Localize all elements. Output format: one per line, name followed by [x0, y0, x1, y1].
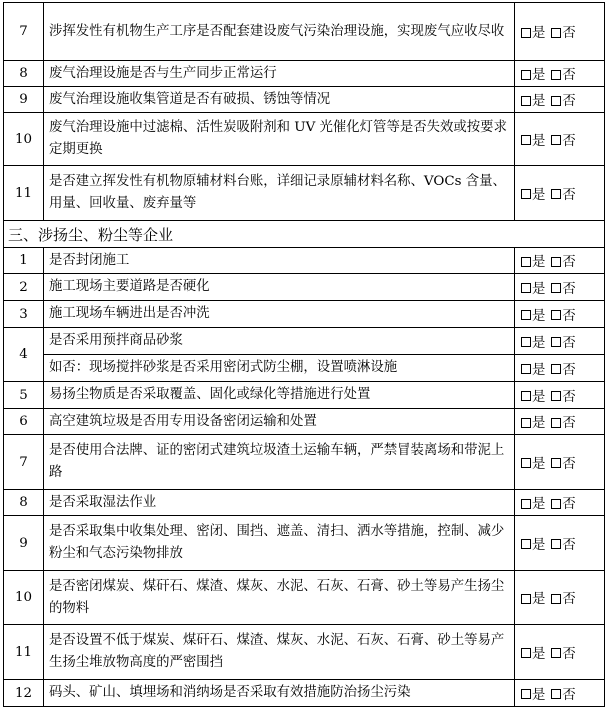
- table-row: [4, 166, 605, 221]
- no-checkbox[interactable]: [551, 391, 561, 401]
- table-row: [4, 516, 605, 571]
- table-row: [4, 355, 605, 382]
- table-row: [4, 87, 605, 113]
- yes-no-options: [515, 113, 605, 166]
- no-checkbox[interactable]: [551, 28, 561, 38]
- check-item-text: 易扬尘物质是否采取覆盖、固化或绿化等措施进行处置: [44, 382, 515, 409]
- check-item-text: 施工现场车辆进出是否冲洗: [44, 301, 515, 328]
- yes-no-options: [515, 274, 605, 301]
- yes-checkbox[interactable]: [521, 458, 531, 468]
- check-item-text: 码头、矿山、填埋场和消纳场是否采取有效措施防治扬尘污染: [44, 680, 515, 707]
- no-checkbox[interactable]: [551, 689, 561, 699]
- no-label: 否: [562, 335, 576, 351]
- check-item-text: 是否封闭施工: [44, 248, 515, 274]
- yes-checkbox[interactable]: [521, 28, 531, 38]
- check-item-text: 是否使用合法牌、证的密闭式建筑垃圾渣土运输车辆，严禁冒装离场和带泥上路: [44, 435, 515, 490]
- check-item-text: 高空建筑垃圾是否用专用设备密闭运输和处置: [44, 409, 515, 435]
- yes-checkbox[interactable]: [521, 189, 531, 199]
- table-row: [4, 382, 605, 409]
- no-label: 否: [562, 646, 576, 662]
- inspection-checklist-table: [3, 2, 605, 707]
- no-checkbox[interactable]: [551, 70, 561, 80]
- no-label: 否: [562, 133, 576, 149]
- check-item-text: 涉挥发性有机物生产工序是否配套建设废气污染治理设施，实现废气应收尽收: [44, 3, 515, 61]
- check-item-text: 是否建立挥发性有机物原辅材料台账，详细记录原辅材料名称、VOCs 含量、用量、回收量、废弃量等: [44, 166, 515, 221]
- yes-label: 是: [532, 362, 546, 378]
- yes-label: 是: [532, 497, 546, 512]
- no-label: 否: [562, 281, 576, 297]
- yes-label: 是: [532, 133, 546, 149]
- no-checkbox[interactable]: [551, 257, 561, 267]
- check-item-subtext: 如否：现场搅拌砂浆是否采用密闭式防尘棚，设置喷淋设施: [44, 355, 515, 382]
- no-checkbox[interactable]: [551, 364, 561, 374]
- no-label: 否: [562, 362, 576, 378]
- check-item-text: 是否设置不低于煤炭、煤矸石、煤渣、煤灰、水泥、石灰、石膏、砂土等易产生扬尘堆放物高度的严密围挡: [44, 625, 515, 680]
- section-heading: 三、涉扬尘、粉尘等企业: [4, 221, 605, 248]
- row-number: 9: [4, 87, 44, 113]
- row-number: 6: [4, 409, 44, 435]
- yes-no-options: [515, 87, 605, 113]
- yes-label: 是: [532, 416, 546, 431]
- table-row: [4, 571, 605, 625]
- no-label: 否: [562, 497, 576, 512]
- yes-no-options: [515, 435, 605, 490]
- no-label: 否: [562, 68, 576, 83]
- row-number: 12: [4, 680, 44, 707]
- no-label: 否: [562, 308, 576, 324]
- yes-label: 是: [532, 26, 546, 41]
- table-row: [4, 3, 605, 61]
- table-row: [4, 435, 605, 490]
- yes-checkbox[interactable]: [521, 337, 531, 347]
- no-checkbox[interactable]: [551, 283, 561, 293]
- no-checkbox[interactable]: [551, 310, 561, 320]
- table-row: [4, 113, 605, 166]
- row-number: 10: [4, 113, 44, 166]
- no-label: 否: [562, 416, 576, 431]
- row-number: 7: [4, 3, 44, 61]
- yes-label: 是: [532, 308, 546, 324]
- yes-no-options: [515, 680, 605, 707]
- check-item-text: 废气治理设施收集管道是否有破损、锈蚀等情况: [44, 87, 515, 113]
- no-label: 否: [562, 389, 576, 405]
- no-label: 否: [562, 456, 576, 472]
- yes-label: 是: [532, 537, 546, 553]
- table-row: [4, 301, 605, 328]
- yes-no-options: [515, 490, 605, 516]
- table-row: [4, 274, 605, 301]
- row-number: 9: [4, 516, 44, 571]
- yes-checkbox[interactable]: [521, 689, 531, 699]
- row-number: 1: [4, 248, 44, 274]
- yes-checkbox[interactable]: [521, 594, 531, 604]
- yes-no-options: [515, 328, 605, 355]
- yes-checkbox[interactable]: [521, 391, 531, 401]
- no-label: 否: [562, 26, 576, 41]
- yes-label: 是: [532, 255, 546, 270]
- check-item-text: 废气治理设施中过滤棉、活性炭吸附剂和 UV 光催化灯管等是否失效或按要求定期更换: [44, 113, 515, 166]
- yes-no-options: [515, 625, 605, 680]
- yes-label: 是: [532, 335, 546, 351]
- yes-no-options: [515, 355, 605, 382]
- row-number: 11: [4, 166, 44, 221]
- no-checkbox[interactable]: [551, 189, 561, 199]
- yes-label: 是: [532, 94, 546, 109]
- yes-label: 是: [532, 281, 546, 297]
- no-checkbox[interactable]: [551, 648, 561, 658]
- row-number: 2: [4, 274, 44, 301]
- check-item-text: 废气治理设施是否与生产同步正常运行: [44, 61, 515, 87]
- no-checkbox[interactable]: [551, 594, 561, 604]
- no-label: 否: [562, 592, 576, 607]
- check-item-text: 是否密闭煤炭、煤矸石、煤渣、煤灰、水泥、石灰、石膏、砂土等易产生扬尘的物料: [44, 571, 515, 625]
- yes-label: 是: [532, 646, 546, 662]
- table-row: [4, 61, 605, 87]
- table-row: [4, 328, 605, 355]
- yes-checkbox[interactable]: [521, 364, 531, 374]
- row-number: 4: [4, 328, 44, 382]
- yes-no-options: [515, 516, 605, 571]
- yes-label: 是: [532, 68, 546, 83]
- yes-no-options: [515, 248, 605, 274]
- yes-checkbox[interactable]: [521, 539, 531, 549]
- table-row: [4, 409, 605, 435]
- yes-label: 是: [532, 187, 546, 203]
- row-number: 8: [4, 490, 44, 516]
- no-label: 否: [562, 255, 576, 270]
- no-checkbox[interactable]: [551, 458, 561, 468]
- no-checkbox[interactable]: [551, 96, 561, 106]
- table-row: [4, 490, 605, 516]
- check-item-text: 施工现场主要道路是否硬化: [44, 274, 515, 301]
- yes-no-options: [515, 571, 605, 625]
- row-number: 3: [4, 301, 44, 328]
- no-checkbox[interactable]: [551, 418, 561, 428]
- yes-no-options: [515, 61, 605, 87]
- yes-label: 是: [532, 592, 546, 607]
- no-label: 否: [562, 687, 576, 703]
- no-label: 否: [562, 537, 576, 553]
- row-number: 7: [4, 435, 44, 490]
- table-row: [4, 248, 605, 274]
- yes-checkbox[interactable]: [521, 499, 531, 509]
- yes-checkbox[interactable]: [521, 283, 531, 293]
- yes-label: 是: [532, 687, 546, 703]
- yes-checkbox[interactable]: [521, 648, 531, 658]
- yes-no-options: [515, 301, 605, 328]
- yes-checkbox[interactable]: [521, 70, 531, 80]
- yes-checkbox[interactable]: [521, 418, 531, 428]
- yes-checkbox[interactable]: [521, 257, 531, 267]
- no-label: 否: [562, 94, 576, 109]
- yes-checkbox[interactable]: [521, 96, 531, 106]
- yes-label: 是: [532, 456, 546, 472]
- check-item-text: 是否采取集中收集处理、密闭、围挡、遮盖、清扫、洒水等措施，控制、减少粉尘和气态污染物排放: [44, 516, 515, 571]
- section-heading-row: [4, 221, 605, 248]
- no-checkbox[interactable]: [551, 135, 561, 145]
- check-item-text: 是否采用预拌商品砂浆: [44, 328, 515, 355]
- yes-no-options: [515, 382, 605, 409]
- no-checkbox[interactable]: [551, 499, 561, 509]
- yes-checkbox[interactable]: [521, 310, 531, 320]
- yes-checkbox[interactable]: [521, 135, 531, 145]
- row-number: 8: [4, 61, 44, 87]
- table-row: [4, 625, 605, 680]
- no-checkbox[interactable]: [551, 337, 561, 347]
- no-checkbox[interactable]: [551, 539, 561, 549]
- no-label: 否: [562, 187, 576, 203]
- yes-no-options: [515, 409, 605, 435]
- check-item-text: 是否采取湿法作业: [44, 490, 515, 516]
- yes-no-options: [515, 3, 605, 61]
- row-number: 5: [4, 382, 44, 409]
- yes-no-options: [515, 166, 605, 221]
- yes-label: 是: [532, 389, 546, 405]
- row-number: 11: [4, 625, 44, 680]
- table-row: [4, 680, 605, 707]
- row-number: 10: [4, 571, 44, 625]
